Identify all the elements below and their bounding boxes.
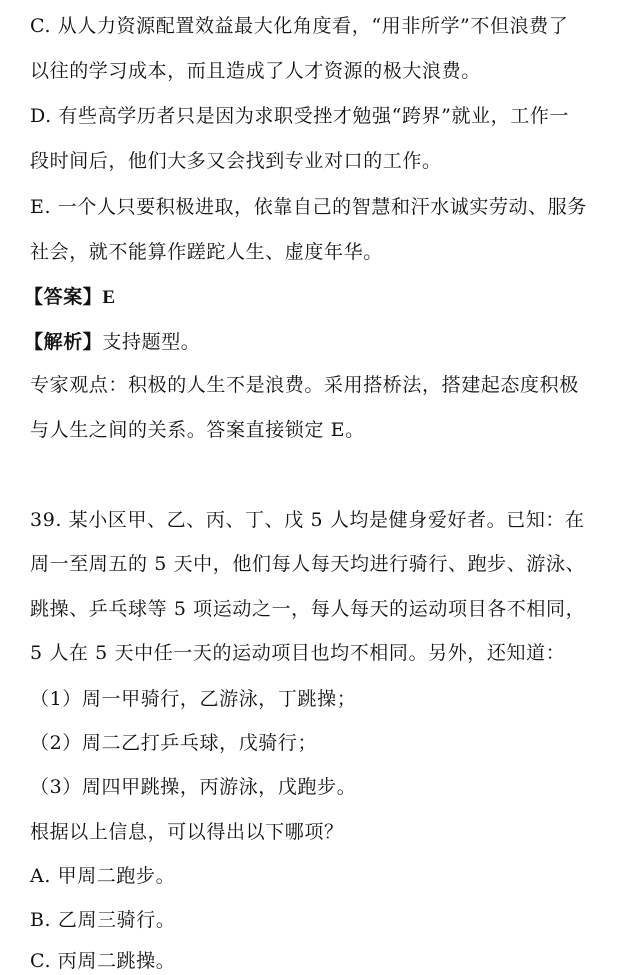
q39-prompt: 根据以上信息，可以得出以下哪项？ <box>30 821 344 843</box>
analysis-line <box>24 330 634 354</box>
q39-stem-line-4: 5 人在 5 天中任一天的运动项目也均不相同。另外，还知道： <box>30 642 566 664</box>
q39-condition-2: （2）周二乙打乒乓球，戊骑行； <box>30 732 318 754</box>
option-d-line-2: 段时间后，他们大多又会找到专业对口的工作。 <box>30 150 442 172</box>
answer-tag: 【答案】 <box>24 286 103 308</box>
analysis-body-line-2: 与人生之间的关系。答案直接锁定 E。 <box>30 419 365 441</box>
q39-option-a: A. 甲周二跑步。 <box>30 865 176 887</box>
q39-stem-line-3: 跳操、乒乓球等 5 项运动之一，每人每天的运动项目各不相同， <box>30 598 586 620</box>
answer-value: E <box>102 287 116 308</box>
option-d-line-1: D. 有些高学历者只是因为求职受挫才勉强“跨界”就业，工作一 <box>30 105 570 127</box>
option-c-line-1: C. 从人力资源配置效益最大化角度看，“用非所学”不但浪费了 <box>30 15 569 37</box>
option-e-line-2: 社会，就不能算作蹉跎人生、虚度年华。 <box>30 241 383 263</box>
analysis-text: 支持题型。 <box>102 331 201 353</box>
q39-stem-line-2: 周一至周五的 5 天中，他们每人每天均进行骑行、跑步、游泳、 <box>30 553 586 575</box>
q39-option-c: C. 丙周二跳操。 <box>30 950 176 972</box>
q39-condition-3: （3）周四甲跳操，丙游泳，戊跑步。 <box>30 776 357 798</box>
q39-option-b: B. 乙周三骑行。 <box>30 909 176 931</box>
q39-stem-line-1: 39. 某小区甲、乙、丙、丁、戊 5 人均是健身爱好者。已知：在 <box>30 509 585 531</box>
option-c-line-2: 以往的学习成本，而且造成了人才资源的极大浪费。 <box>30 60 481 82</box>
option-e-line-1: E. 一个人只要积极进取，依靠自己的智慧和汗水诚实劳动、服务 <box>30 196 587 218</box>
analysis-body-line-1: 专家观点：积极的人生不是浪费。采用搭桥法，搭建起态度积极 <box>30 374 579 396</box>
answer-line <box>24 285 634 310</box>
analysis-tag: 【解析】 <box>24 331 103 353</box>
q39-condition-1: （1）周一甲骑行，乙游泳，丁跳操； <box>30 688 357 710</box>
